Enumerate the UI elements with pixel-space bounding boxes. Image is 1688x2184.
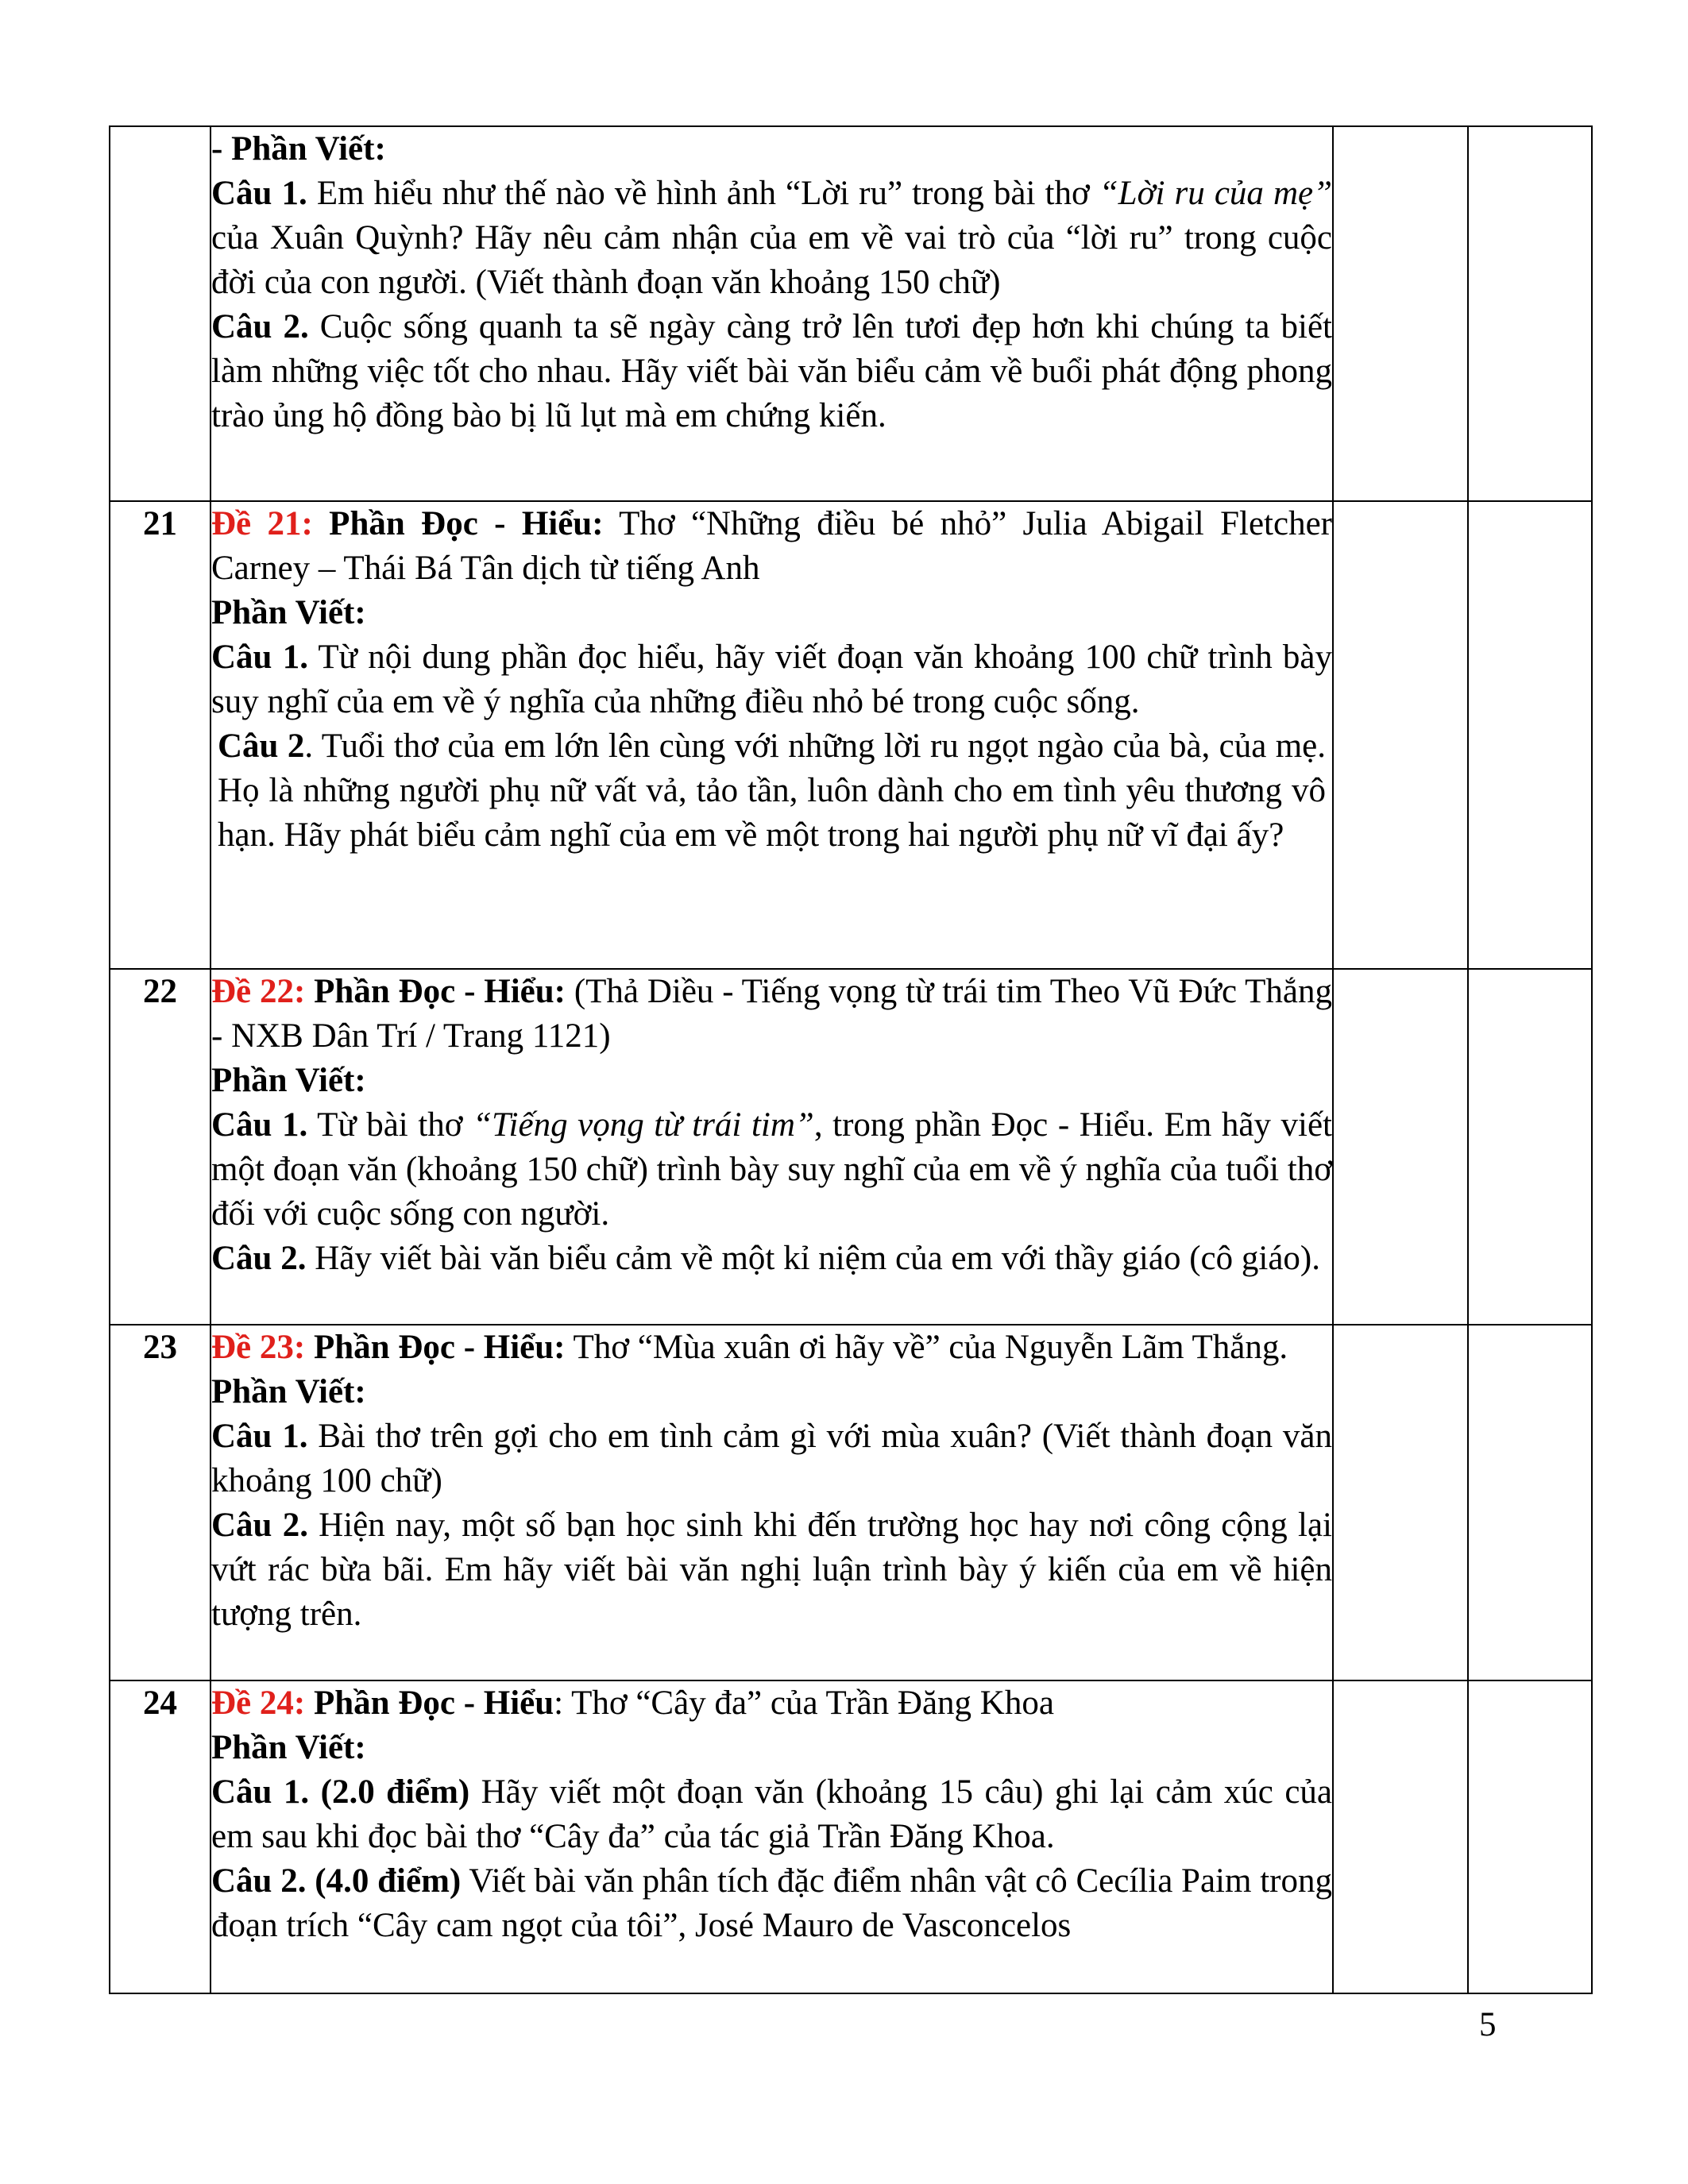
reading-section — [211, 1325, 1332, 1370]
question-label: Câu 2 — [218, 727, 305, 765]
question-text: của Xuân Quỳnh? Hãy nêu cảm nhận của em về vai trò của “lời ru” trong cuộc đời của con người. (Viết thành đoạn văn khoảng 150 chữ) — [211, 219, 1332, 301]
row-content — [211, 1325, 1333, 1680]
empty-cell — [1468, 1325, 1592, 1680]
question-text: Viết bài văn phân tích đặc điểm nhân vật cô Cecília Paim trong đoạn trích “Cây cam ngọt của tôi”, José Mauro de Vasconcelos — [211, 1862, 1332, 1944]
empty-cell — [1468, 126, 1592, 501]
question-text: , trong phần Đọc - Hiểu. Em hãy viết một đoạn văn (khoảng 150 chữ) trình bày suy nghĩ của em về ý nghĩa của tuổi thơ đối với cuộc sống con người. — [211, 1106, 1333, 1233]
empty-cell — [1468, 969, 1592, 1325]
question-2 — [211, 724, 1332, 858]
reading-section — [211, 502, 1332, 591]
exam-label: Đề 21: — [211, 505, 313, 542]
section-label: Phần Đọc - Hiểu — [305, 1684, 554, 1722]
row-content — [211, 501, 1333, 969]
question-text: Cuộc sống quanh ta sẽ ngày càng trở lên tươi đẹp hơn khi chúng ta biết làm những việc tốt cho nhau. Hãy viết bài văn biểu cảm về buổi phát động phong trào ủng hộ đồng bào bị lũ lụt mà em chứng kiến. — [211, 308, 1332, 434]
question-label: Câu 2. — [211, 1507, 308, 1544]
question-2 — [211, 1503, 1332, 1637]
empty-cell — [1468, 501, 1592, 969]
question-label: Câu 1. — [211, 1106, 308, 1144]
table-row — [110, 126, 1592, 501]
row-content — [211, 969, 1333, 1325]
question-label: Câu 1. (2.0 điểm) — [211, 1773, 470, 1811]
question-label: Câu 1. — [211, 639, 308, 676]
row-number: 22 — [110, 969, 211, 1325]
row-content — [211, 1680, 1333, 1993]
row-number — [110, 126, 211, 501]
question-2 — [211, 1237, 1332, 1281]
section-text: : Thơ “Cây đa” của Trần Đăng Khoa — [554, 1684, 1054, 1722]
row-number: 24 — [110, 1680, 211, 1993]
exam-label: Đề 24: — [211, 1684, 306, 1722]
poem-title: “Tiếng vọng từ trái tim” — [473, 1106, 814, 1144]
phan-viet-heading: Phần Viết: — [211, 1062, 366, 1099]
question-label: Câu 1. — [211, 175, 307, 212]
phan-viet-heading: Phần Viết: — [211, 594, 366, 631]
section-label: Phần Đọc - Hiểu: — [305, 1329, 566, 1366]
exam-label: Đề 22: — [211, 973, 306, 1010]
exam-topics-table — [109, 125, 1593, 1994]
reading-section — [211, 1681, 1332, 1726]
phan-viet-heading: Phần Viết: — [211, 1373, 366, 1410]
page-number: 5 — [1479, 2006, 1497, 2043]
phan-viet-heading: Phần Viết: — [211, 1729, 366, 1766]
exam-label: Đề 23: — [211, 1329, 306, 1366]
question-text: Hãy viết một đoạn văn (khoảng 15 câu) ghi lại cảm xúc của em sau khi đọc bài thơ “Cây đa” của tác giả Trần Đăng Khoa. — [211, 1773, 1332, 1855]
question-label: Câu 1. — [211, 1418, 308, 1455]
empty-cell — [1333, 969, 1468, 1325]
row-number: 23 — [110, 1325, 211, 1680]
question-1 — [211, 635, 1332, 724]
table-row — [110, 969, 1592, 1325]
question-1 — [211, 1414, 1332, 1503]
table-row — [110, 501, 1592, 969]
question-2 — [211, 1859, 1332, 1948]
empty-cell — [1333, 501, 1468, 969]
empty-cell — [1333, 1325, 1468, 1680]
empty-cell — [1333, 1680, 1468, 1993]
section-label: Phần Đọc - Hiểu: — [305, 973, 566, 1010]
table-row — [110, 1325, 1592, 1680]
section-text: Thơ “Mùa xuân ơi hãy về” của Nguyễn Lãm Thắng. — [565, 1329, 1288, 1366]
section-text: (Thả Diều - Tiếng vọng từ trái tim Theo Vũ Đức Thắng - NXB Dân Trí / Trang 1121) — [211, 973, 1332, 1055]
question-text: . Tuổi thơ của em lớn lên cùng với những lời ru ngọt ngào của bà, của mẹ. Họ là những người phụ nữ vất vả, tảo tần, luôn dành cho em tình yêu thương vô hạn. Hãy phát biểu cảm nghĩ của em về một trong hai người phụ nữ vĩ đại ấy? — [218, 727, 1326, 854]
section-label: Phần Đọc - Hiểu: — [312, 505, 604, 542]
poem-title: “Lời ru của mẹ” — [1099, 175, 1333, 212]
row-number: 21 — [110, 501, 211, 969]
question-text: Từ bài thơ — [307, 1106, 473, 1144]
row-content — [211, 126, 1333, 501]
table-row — [110, 1680, 1592, 1993]
empty-cell — [1468, 1680, 1592, 1993]
phan-viet-heading: - Phần Viết: — [211, 130, 386, 168]
question-1 — [211, 1770, 1332, 1859]
question-label: Câu 2. — [211, 1240, 307, 1277]
question-1 — [211, 172, 1332, 305]
question-label: Câu 2. — [211, 308, 309, 345]
question-text: Bài thơ trên gợi cho em tình cảm gì với mùa xuân? (Viết thành đoạn văn khoảng 100 chữ) — [211, 1418, 1333, 1499]
question-text: Hiện nay, một số bạn học sinh khi đến trường học hay nơi công cộng lại vứt rác bừa bãi. Em hãy viết bài văn nghị luận trình bày ý kiến của em về hiện tượng trên. — [211, 1507, 1332, 1633]
question-text: Từ nội dung phần đọc hiểu, hãy viết đoạn văn khoảng 100 chữ trình bày suy nghĩ của em về ý nghĩa của những điều nhỏ bé trong cuộc sống. — [211, 639, 1332, 720]
question-label: Câu 2. (4.0 điểm) — [211, 1862, 462, 1900]
question-text: Hãy viết bài văn biểu cảm về một kỉ niệm của em với thầy giáo (cô giáo). — [306, 1240, 1320, 1277]
question-text: Em hiểu như thế nào về hình ảnh “Lời ru” trong bài thơ — [307, 175, 1099, 212]
question-1 — [211, 1103, 1332, 1237]
question-2 — [211, 305, 1332, 438]
reading-section — [211, 970, 1332, 1059]
empty-cell — [1333, 126, 1468, 501]
section-text: Thơ “Những điều bé nhỏ” Julia Abigail Fletcher Carney – Thái Bá Tân dịch từ tiếng Anh — [211, 505, 1332, 587]
